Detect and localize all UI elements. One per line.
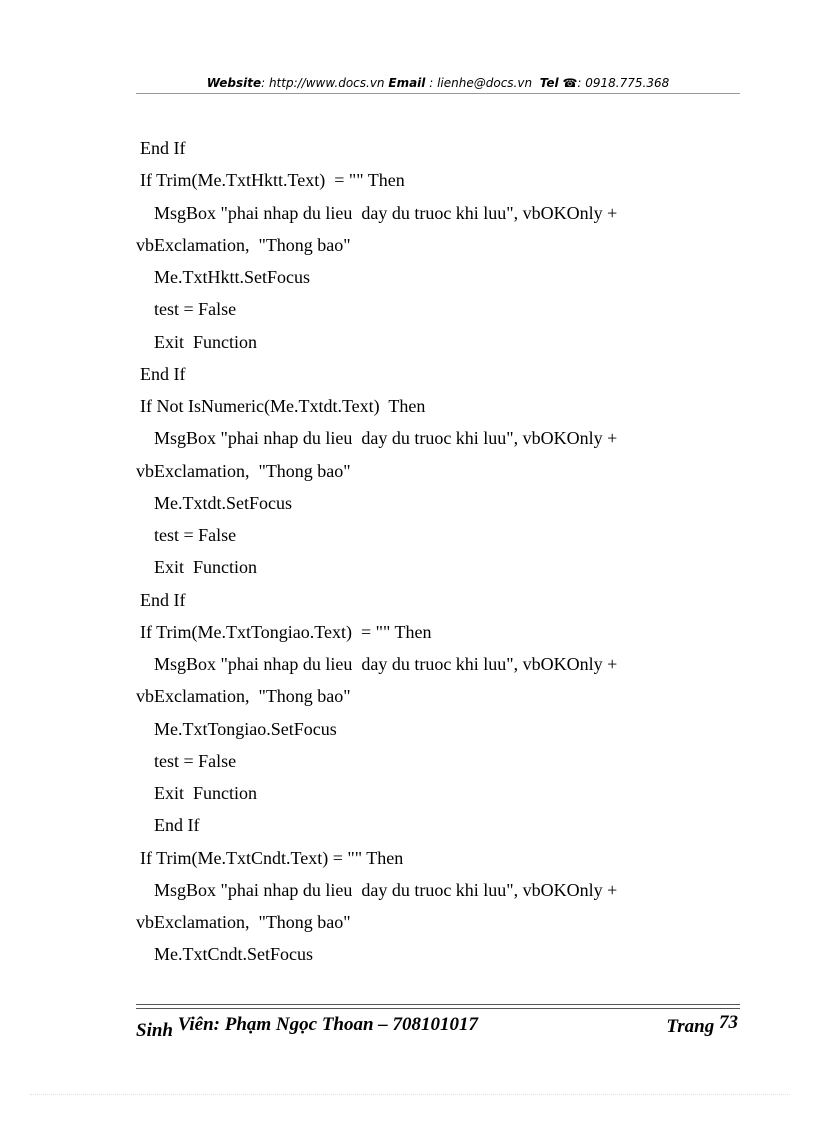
- code-line: Me.Txtdt.SetFocus: [154, 492, 292, 513]
- code-line: vbExclamation, "Thong bao": [136, 460, 351, 481]
- code-line: MsgBox "phai nhap du lieu day du truoc khi luu", vbOKOnly +: [154, 428, 618, 449]
- website-value: : http://www.docs.vn: [261, 76, 385, 90]
- code-line: test = False: [154, 750, 237, 771]
- code-line: vbExclamation, "Thong bao": [136, 912, 351, 932]
- footer-divider-top: [136, 1004, 740, 1005]
- code-line: test = False: [154, 525, 237, 545]
- code-line: If Trim(Me.TxtTongiao.Text) = "" Then: [140, 621, 432, 642]
- code-line: Exit Function: [154, 557, 257, 578]
- code-line: Me.TxtTongiao.SetFocus: [154, 718, 337, 739]
- footer-author: [136, 1014, 479, 1041]
- tel-value: : 0918.775.368: [577, 76, 670, 90]
- footer-divider-bottom: [136, 1008, 740, 1009]
- code-line: End If: [154, 815, 200, 836]
- page-bottom-border: [30, 1094, 790, 1095]
- code-line: MsgBox "phai nhap du lieu day du truoc khi luu", vbOKOnly +: [154, 202, 618, 223]
- header-divider: [136, 93, 740, 94]
- footer-page: [666, 1012, 738, 1038]
- code-line: vbExclamation, "Thong bao": [136, 234, 351, 255]
- code-line: MsgBox "phai nhap du lieu day du truoc khi luu", vbOKOnly +: [154, 879, 618, 900]
- page-number: 73: [719, 1012, 738, 1033]
- author-name: Viên: Phạm Ngọc Thoan – 708101017: [172, 1014, 479, 1035]
- code-line: If Trim(Me.TxtHktt.Text) = "" Then: [140, 170, 405, 191]
- code-line: test = False: [154, 299, 237, 320]
- code-line: End If: [140, 363, 186, 384]
- tel-label: Tel: [539, 76, 559, 90]
- code-line: vbExclamation, "Thong bao": [136, 686, 351, 707]
- page-header: [136, 76, 740, 90]
- author-prefix: Sinh: [136, 1020, 173, 1041]
- code-line: Exit Function: [154, 331, 257, 352]
- code-line: Exit Function: [154, 783, 257, 803]
- website-label: Website: [206, 76, 262, 90]
- code-line: End If: [140, 589, 186, 610]
- code-block: [136, 132, 740, 971]
- code-line: If Trim(Me.TxtCndt.Text) = "" Then: [140, 847, 404, 868]
- code-line: Me.TxtCndt.SetFocus: [154, 944, 314, 965]
- email-label: Email: [388, 76, 426, 90]
- code-line: Me.TxtHktt.SetFocus: [154, 267, 310, 287]
- phone-icon: ☎: [562, 76, 578, 90]
- code-line: If Not IsNumeric(Me.Txtdt.Text) Then: [140, 396, 426, 416]
- page-label: Trang: [666, 1016, 715, 1037]
- code-line: MsgBox "phai nhap du lieu day du truoc khi luu", vbOKOnly +: [154, 654, 618, 674]
- code-line: End If: [140, 138, 186, 158]
- email-value: : lienhe@docs.vn: [429, 76, 533, 90]
